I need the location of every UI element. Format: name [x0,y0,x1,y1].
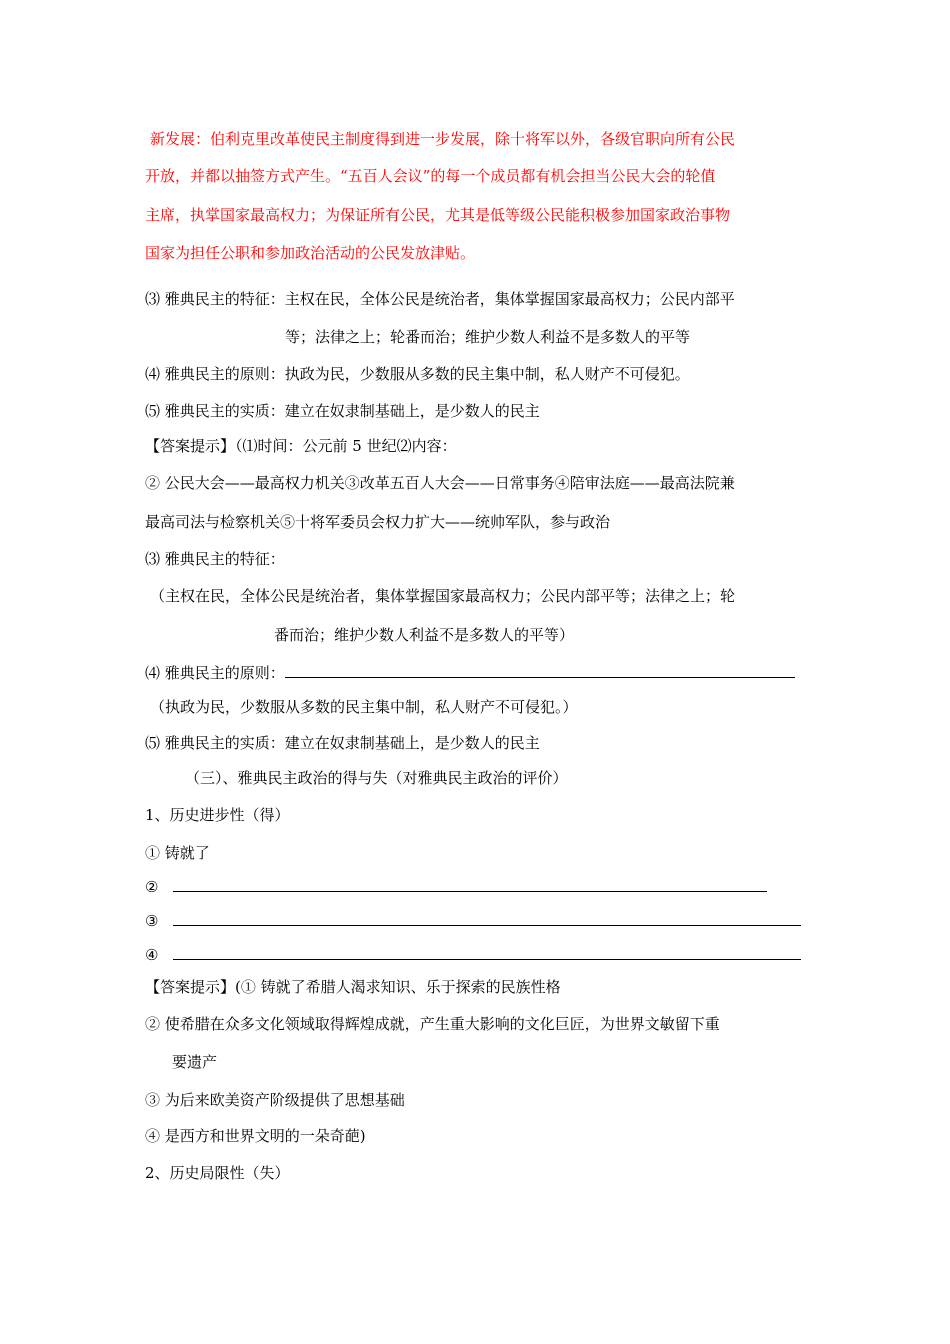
new-development-line-1: 新发展：伯利克里改革使民主制度得到进一步发展，除十将军以外，各级官职向所有公民 [150,130,736,148]
progress-item-4-marker: ④ [145,946,159,964]
progress-item-3-blank[interactable] [173,911,801,926]
question-principle: ⑷ 雅典民主的原则： [145,664,285,682]
progress-item-2-row [145,877,767,897]
principle-answer-blank[interactable] [285,663,795,678]
feature-line-2: 等；法律之上；轮番而治；维护少数人利益不是多数人的平等 [285,328,691,346]
progress-item-3-marker: ③ [145,912,159,930]
section-three-title: （三）、雅典民主政治的得与失（对雅典民主政治的评价） [185,769,568,787]
progress-item-4-blank[interactable] [173,945,801,960]
answer-hint-1-line-2: ② 公民大会——最高权力机关③改革五百人大会——日常事务④陪审法庭——最高法院兼 [145,474,735,492]
progress-title: 1、历史进步性（得） [145,806,290,824]
progress-item-4-row [145,945,801,965]
answer-hint-2-line-3: 要遗产 [172,1053,218,1071]
answer-hint-2-line-5: ④ 是西方和世界文明的一朵奇葩) [145,1127,366,1145]
new-development-line-3: 主席，执掌国家最高权力；为保证所有公民，尤其是低等级公民能积极参加国家政治事物 [145,206,731,224]
feature-line-1: ⑶ 雅典民主的特征：主权在民，全体公民是统治者，集体掌握国家最高权力；公民内部平 [145,290,735,308]
question-principle-row [145,663,795,683]
question-feature-answer-1: （主权在民，全体公民是统治者，集体掌握国家最高权力；公民内部平等；法律之上；轮 [150,587,736,605]
progress-item-2-blank[interactable] [173,877,767,892]
progress-item-1: ① 铸就了 [145,844,210,862]
progress-item-2-marker: ② [145,878,159,896]
question-feature-answer-2: 番而治；维护少数人利益不是多数人的平等） [274,626,575,644]
limitation-title: 2、历史局限性（失） [145,1164,290,1182]
answer-hint-2-line-4: ③ 为后来欧美资产阶级提供了思想基础 [145,1091,405,1109]
answer-hint-2-line-1: 【答案提示】(① 铸就了希腊人渴求知识、乐于探索的民族性格 [145,978,561,996]
progress-item-3-row [145,911,801,931]
new-development-line-4: 国家为担任公职和参加政治活动的公民发放津贴。 [145,244,476,262]
new-development-line-2: 开放，并都以抽签方式产生。“五百人会议”的每一个成员都有机会担当公民大会的轮值 [145,167,716,185]
question-feature: ⑶ 雅典民主的特征： [145,550,285,568]
question-principle-answer: （执政为民，少数服从多数的民主集中制，私人财产不可侵犯。） [150,698,578,716]
essence-line: ⑸ 雅典民主的实质：建立在奴隶制基础上，是少数人的民主 [145,402,540,420]
answer-hint-1-line-3: 最高司法与检察机关⑤十将军委员会权力扩大——统帅军队，参与政治 [145,513,611,531]
principle-line: ⑷ 雅典民主的原则：执政为民，少数服从多数的民主集中制，私人财产不可侵犯。 [145,365,690,383]
answer-hint-2-line-2: ② 使希腊在众多文化领域取得辉煌成就，产生重大影响的文化巨匠，为世界文敏留下重 [145,1015,720,1033]
question-essence: ⑸ 雅典民主的实质：建立在奴隶制基础上，是少数人的民主 [145,734,540,752]
answer-hint-1-line-1: 【答案提示】（⑴时间：公元前 5 世纪⑵内容： [145,437,457,455]
